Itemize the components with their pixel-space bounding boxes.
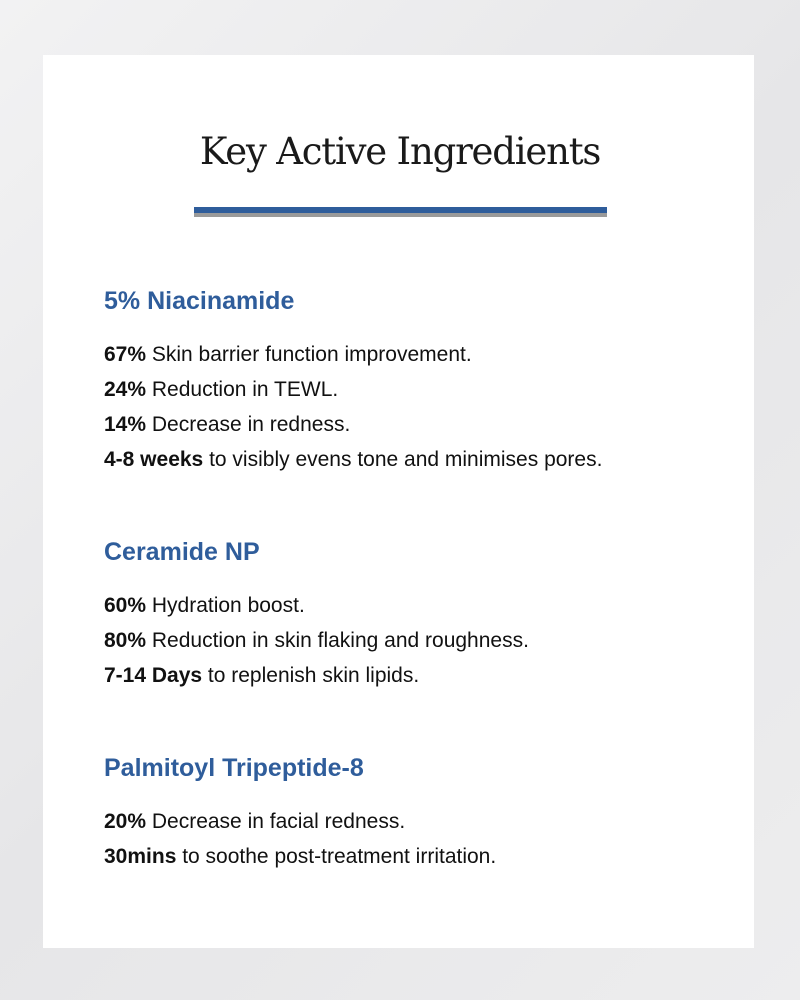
- stat-line: [104, 407, 764, 442]
- stat-text: to visibly evens tone and minimises pores.: [203, 448, 603, 471]
- stat-text: Skin barrier function improvement.: [146, 343, 472, 366]
- stat-line: [104, 839, 764, 874]
- stat-value: 67%: [104, 343, 147, 366]
- stat-value: 4-8 weeks: [104, 448, 204, 471]
- stat-text: Decrease in redness.: [146, 413, 351, 436]
- stat-line: [104, 623, 764, 658]
- stat-value: 14%: [104, 413, 147, 436]
- stat-text: to soothe post-treatment irritation.: [176, 845, 497, 868]
- section-heading: 5% Niacinamide: [104, 287, 295, 315]
- stat-text: Hydration boost.: [146, 594, 305, 617]
- section-niacinamide: [104, 286, 764, 477]
- stat-value: 60%: [104, 594, 147, 617]
- stat-text: Decrease in facial redness.: [146, 810, 406, 833]
- stat-line: [104, 372, 764, 407]
- stat-line: [104, 588, 764, 623]
- section-heading: Palmitoyl Tripeptide-8: [104, 754, 364, 782]
- stat-text: to replenish skin lipids.: [202, 664, 420, 687]
- page-title: Key Active Ingredients: [199, 130, 601, 173]
- stat-text: Reduction in TEWL.: [146, 378, 339, 401]
- stat-line: [104, 337, 764, 372]
- title-divider-shadow: [194, 213, 607, 217]
- section-heading: Ceramide NP: [104, 538, 260, 566]
- section-palmitoyl: [104, 753, 764, 874]
- stat-text: Reduction in skin flaking and roughness.: [146, 629, 529, 652]
- stat-value: 20%: [104, 810, 147, 833]
- stat-value: 80%: [104, 629, 147, 652]
- stat-line: [104, 804, 764, 839]
- section-ceramide: [104, 537, 764, 693]
- stat-value: 7-14 Days: [104, 664, 203, 687]
- stat-value: 30mins: [104, 845, 177, 868]
- stat-line: [104, 658, 764, 693]
- stat-value: 24%: [104, 378, 147, 401]
- stat-line: [104, 442, 764, 477]
